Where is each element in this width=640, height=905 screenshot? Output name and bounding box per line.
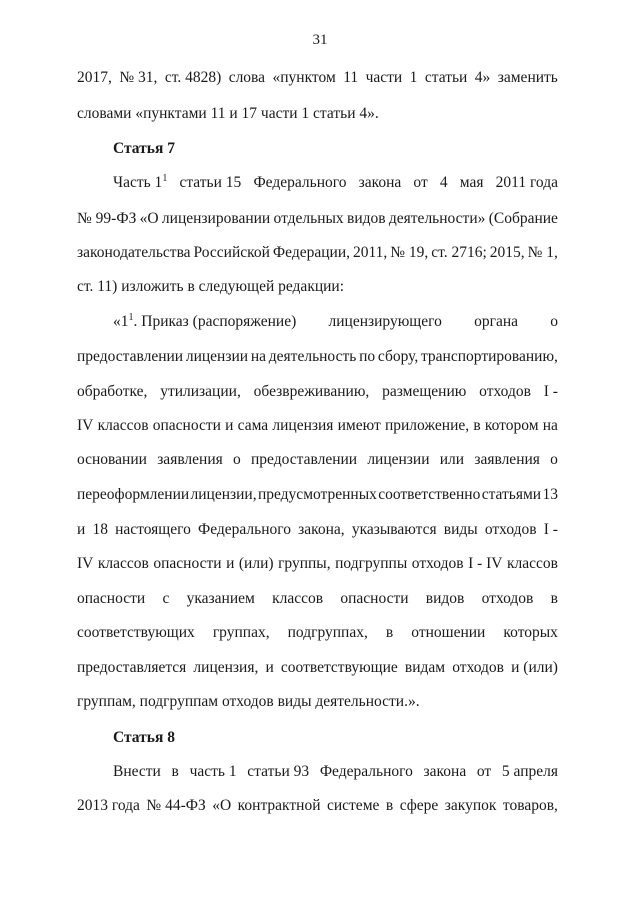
text-word: транспортированию, <box>420 348 558 365</box>
text-word: классов <box>272 590 324 607</box>
text-word: № 31, <box>119 69 158 86</box>
text-word: 13 <box>542 486 558 503</box>
text-line <box>77 522 558 538</box>
text-word: предоставлении <box>251 451 358 468</box>
text-word: от <box>476 763 492 780</box>
text-word: подгруппы <box>335 555 408 572</box>
text-word: контрактной <box>237 797 321 814</box>
text-line <box>77 487 558 503</box>
text-word: имеют <box>337 417 381 434</box>
text-word: № 19, <box>390 244 429 261</box>
text-word: 2011, <box>352 244 388 261</box>
text-word: приложение, <box>384 417 470 434</box>
text-word: часть 1 <box>189 763 237 780</box>
text-word: предоставлении <box>77 348 184 365</box>
text-word: обработке, <box>77 383 148 400</box>
text-word: обезвреживанию, <box>253 383 370 400</box>
text-word: лицензии <box>367 451 430 468</box>
text-word: в <box>171 763 179 780</box>
text-word: «$1^1$. Приказ (распоряжение) <box>113 312 297 330</box>
text-word: деятельность <box>268 348 357 365</box>
text-word: видам <box>404 659 446 676</box>
text-line <box>77 245 558 261</box>
text-word: IV <box>77 555 94 572</box>
text-word: сфере <box>399 797 439 814</box>
text-line: группам, подгруппам отходов виды деятельности.». <box>77 693 420 710</box>
text-word: № 1, <box>527 244 558 261</box>
text-word: классов <box>507 555 558 572</box>
text-word: о <box>550 451 558 468</box>
text-word: на <box>542 417 558 434</box>
text-word: и (или) <box>511 659 558 676</box>
text-word: отдельных <box>273 210 344 227</box>
text-word: отношении <box>411 624 486 641</box>
text-word: статьи 93 <box>247 763 310 780</box>
text-word: группы, <box>278 555 331 572</box>
text-word: опасности <box>77 590 146 607</box>
text-word: Федерального <box>197 521 291 538</box>
text-word: опасности <box>340 590 409 607</box>
text-word: и <box>265 659 274 676</box>
text-word: законодательства <box>77 244 191 261</box>
text-word: основании <box>77 451 147 468</box>
text-word: предусмотренных <box>257 486 377 503</box>
text-line: словами «пунктами 11 и 17 части 1 статьи 4». <box>77 105 379 122</box>
text-word: статьи <box>424 69 468 86</box>
text-line <box>77 418 558 434</box>
text-word: 2017, <box>77 69 112 86</box>
text-word: видов <box>347 210 386 227</box>
text-word: виды <box>443 521 478 538</box>
text-line <box>77 70 558 86</box>
text-word: сама <box>237 417 269 434</box>
text-word: классов <box>97 555 149 572</box>
text-word: размещению <box>382 383 467 400</box>
text-word: части <box>365 69 403 86</box>
text-word: отходов <box>481 590 534 607</box>
text-word: настоящего <box>115 521 191 538</box>
text-word: Федерального <box>319 763 413 780</box>
text-word: предоставляется <box>77 659 187 676</box>
text-word: системе <box>326 797 380 814</box>
text-word: 4» <box>474 69 491 86</box>
text-word: отходов <box>484 521 537 538</box>
text-word: и <box>226 555 235 572</box>
text-line <box>77 798 558 814</box>
text-word: «О <box>139 210 159 227</box>
text-word: заявления <box>474 451 540 468</box>
text-word: закона <box>423 763 467 780</box>
text-word: заявления <box>157 451 223 468</box>
text-word: лицензирующего <box>328 313 442 330</box>
text-word: лицензия <box>272 417 334 434</box>
text-line: ст. 11) изложить в следующей редакции: <box>77 278 345 295</box>
text-word: закупок <box>444 797 497 814</box>
text-word: или <box>439 451 465 468</box>
text-word: Федерального <box>253 174 347 191</box>
text-word: статьями <box>481 486 542 503</box>
text-word: слова <box>228 69 266 86</box>
text-line <box>77 556 558 572</box>
article-heading-8: Статья 8 <box>113 729 175 746</box>
text-word: Часть $1^1$ <box>113 173 168 191</box>
text-word: лицензии <box>185 348 249 365</box>
text-word: в <box>385 624 394 641</box>
text-word: группах, <box>212 624 270 641</box>
text-word: 4 <box>439 174 448 191</box>
superscript: 1 <box>128 312 134 323</box>
text-word: закона <box>358 174 402 191</box>
text-word: в <box>385 797 394 814</box>
text-word: соответствующих <box>77 624 195 641</box>
text-word: I - IV <box>468 555 503 572</box>
text-word: сбору, <box>377 348 419 365</box>
page-number: 31 <box>312 32 328 48</box>
text-word: № 99-ФЗ <box>77 210 137 227</box>
text-line <box>77 625 558 641</box>
text-word: 2013 года <box>77 797 140 814</box>
text-line <box>77 660 558 676</box>
text-word: заменить <box>497 69 558 86</box>
text-word: котором <box>484 417 539 434</box>
text-word: отходов <box>452 659 504 676</box>
text-word: классов <box>97 417 149 434</box>
text-word: мая <box>459 174 484 191</box>
text-word: переоформлении <box>77 486 190 503</box>
text-word: Российской <box>193 244 270 261</box>
text-word: статьи 15 <box>179 174 242 191</box>
text-word: 1 <box>409 69 418 86</box>
text-word: Федерации, <box>272 244 350 261</box>
text-word: 2015, <box>489 244 525 261</box>
text-word: ст. 4828) <box>164 69 222 86</box>
text-word: IV <box>77 417 94 434</box>
text-word: закона, <box>298 521 345 538</box>
text-word: на <box>250 348 267 365</box>
text-word: лицензия, <box>193 659 259 676</box>
text-word: «пунктом <box>272 69 336 86</box>
text-word: (Собрание <box>488 210 558 227</box>
text-word: лицензировании <box>161 210 271 227</box>
text-word: указанием <box>186 590 255 607</box>
text-word: по <box>359 348 376 365</box>
article-heading-7: Статья 7 <box>113 140 175 157</box>
text-word: подгруппах, <box>287 624 368 641</box>
text-word: ст. 2716; <box>431 244 487 261</box>
text-word: «О <box>212 797 232 814</box>
text-word: отходов <box>479 383 531 400</box>
text-word: в <box>473 417 481 434</box>
text-word: № 44-ФЗ <box>146 797 206 814</box>
text-line <box>113 764 558 780</box>
text-word: I - <box>543 383 558 400</box>
text-line <box>113 175 558 191</box>
text-word: I - <box>543 521 558 538</box>
text-word: товаров, <box>502 797 558 814</box>
text-word: Внести <box>113 763 161 780</box>
text-word: соответствующие <box>280 659 398 676</box>
text-word: опасности <box>153 555 222 572</box>
text-word: отходов <box>411 555 464 572</box>
text-word: 18 <box>92 521 108 538</box>
text-line <box>77 349 558 365</box>
text-word: указываются <box>351 521 437 538</box>
text-word: которых <box>503 624 558 641</box>
text-word: (или) <box>238 555 274 572</box>
superscript: 1 <box>162 173 168 184</box>
text-word: в <box>550 590 558 607</box>
text-word: с <box>162 590 170 607</box>
text-word: опасности <box>152 417 221 434</box>
text-word: 11 <box>343 69 359 86</box>
text-word: видов <box>425 590 465 607</box>
text-line <box>113 314 558 330</box>
text-line <box>77 591 558 607</box>
text-word: 5 апреля <box>501 763 558 780</box>
text-line <box>77 384 558 400</box>
text-word: утилизации, <box>160 383 241 400</box>
text-word: и <box>225 417 234 434</box>
text-word: о <box>233 451 241 468</box>
text-word: от <box>413 174 428 191</box>
text-word: и <box>77 521 86 538</box>
text-word: лицензии, <box>190 486 257 503</box>
text-line <box>77 452 558 468</box>
text-word: о <box>550 313 558 330</box>
text-word: 2011 года <box>495 174 558 191</box>
text-word: деятельности» <box>388 210 486 227</box>
text-line <box>77 211 558 227</box>
text-word: соответственно <box>378 486 481 503</box>
text-word: органа <box>474 313 519 330</box>
